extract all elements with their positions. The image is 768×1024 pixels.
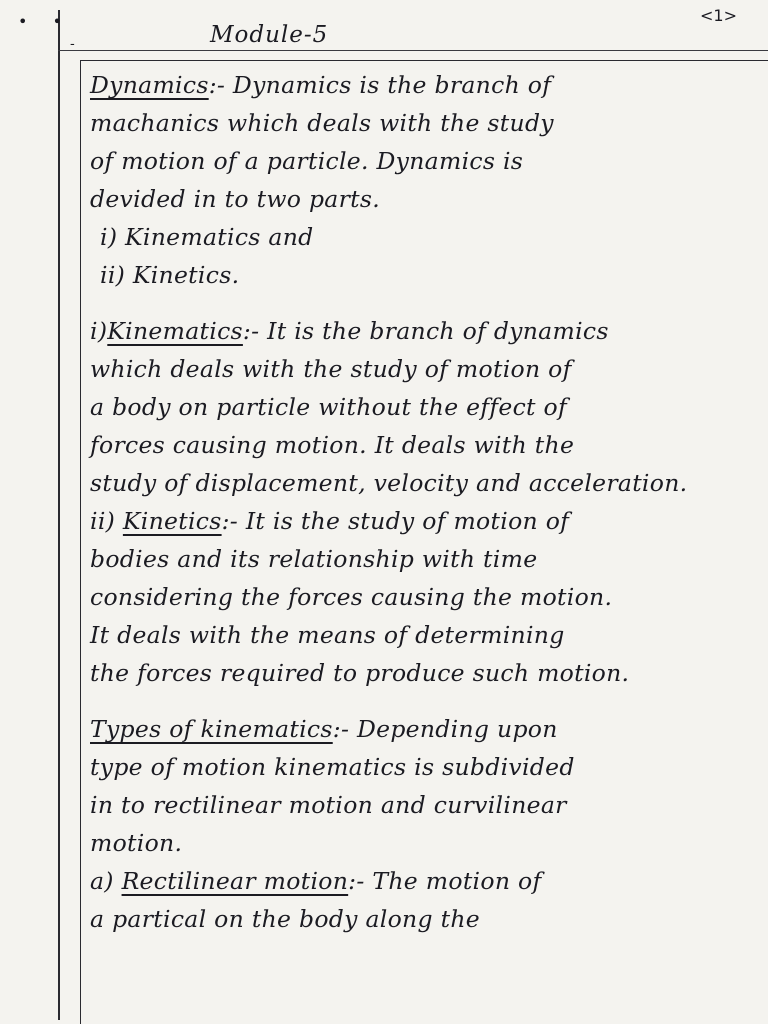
- types-line-2: type of motion kinematics is subdivided: [90, 753, 575, 781]
- kinetics-text: It is the study of motion of: [238, 507, 570, 535]
- dynamics-text: Dynamics is the branch of: [225, 71, 552, 99]
- spacer: [90, 692, 760, 710]
- kinematics-prefix: i): [90, 317, 108, 345]
- rectilinear-heading: Rectilinear motion: [121, 867, 349, 895]
- content-box-left-border: [80, 60, 81, 1024]
- content-box-top-border: [80, 60, 768, 61]
- dynamics-heading: Dynamics: [90, 71, 209, 99]
- page-number: <1>: [700, 6, 737, 25]
- spacer: [90, 294, 760, 312]
- dynamics-item-2: ii) Kinetics.: [100, 261, 240, 289]
- types-line-1: [90, 710, 760, 748]
- kinematics-sep: :-: [242, 317, 260, 345]
- kinematics-line-3: a body on particle without the effect of: [90, 393, 568, 421]
- kinetics-sep: :-: [221, 507, 239, 535]
- kinematics-line-2: which deals with the study of motion of: [90, 355, 572, 383]
- kinematics-line-1: [90, 312, 760, 350]
- kinematics-heading: Kinematics: [107, 317, 243, 345]
- types-heading: Types of kinematics: [90, 715, 333, 743]
- kinematics-line-4: forces causing motion. It deals with the: [90, 431, 575, 459]
- notes-content: [90, 66, 760, 938]
- dynamics-item-1: i) Kinematics and: [100, 223, 314, 251]
- kinetics-line-1: [90, 502, 760, 540]
- types-line-3: in to rectilinear motion and curvilinear: [90, 791, 567, 819]
- rectilinear-sep: :-: [348, 867, 365, 895]
- dynamics-sep: :-: [208, 71, 226, 99]
- types-sep: :-: [332, 715, 350, 743]
- rectilinear-prefix: a): [90, 867, 114, 895]
- kinetics-line-4: It deals with the means of determining: [90, 621, 565, 649]
- margin-line: [58, 10, 60, 1020]
- dynamics-line-2: machanics which deals with the study: [90, 109, 554, 137]
- module-title: Module-5: [210, 22, 329, 48]
- rectilinear-line-1: [90, 862, 760, 900]
- kinetics-line-3: considering the forces causing the motion.: [90, 583, 613, 611]
- types-text: Depending upon: [349, 715, 558, 743]
- dynamics-line-4: devided in to two parts.: [90, 185, 381, 213]
- rectilinear-text: The motion of: [364, 867, 542, 895]
- top-rule: [58, 50, 768, 51]
- kinetics-line-2: bodies and its relationship with time: [90, 545, 538, 573]
- margin-dash: -: [70, 36, 75, 52]
- kinetics-prefix: ii): [90, 507, 116, 535]
- dynamics-line-1: [90, 66, 760, 104]
- kinetics-heading: Kinetics: [122, 507, 222, 535]
- kinematics-line-5: study of displacement, velocity and acceleration.: [90, 469, 688, 497]
- kinetics-line-5: the forces required to produce such motion.: [90, 659, 630, 687]
- types-line-4: motion.: [90, 829, 183, 857]
- dynamics-line-3: of motion of a particle. Dynamics is: [90, 147, 524, 175]
- kinematics-text: It is the branch of dynamics: [259, 317, 609, 345]
- rectilinear-line-2: a partical on the body along the: [90, 905, 480, 933]
- punch-dots: • •: [18, 12, 72, 31]
